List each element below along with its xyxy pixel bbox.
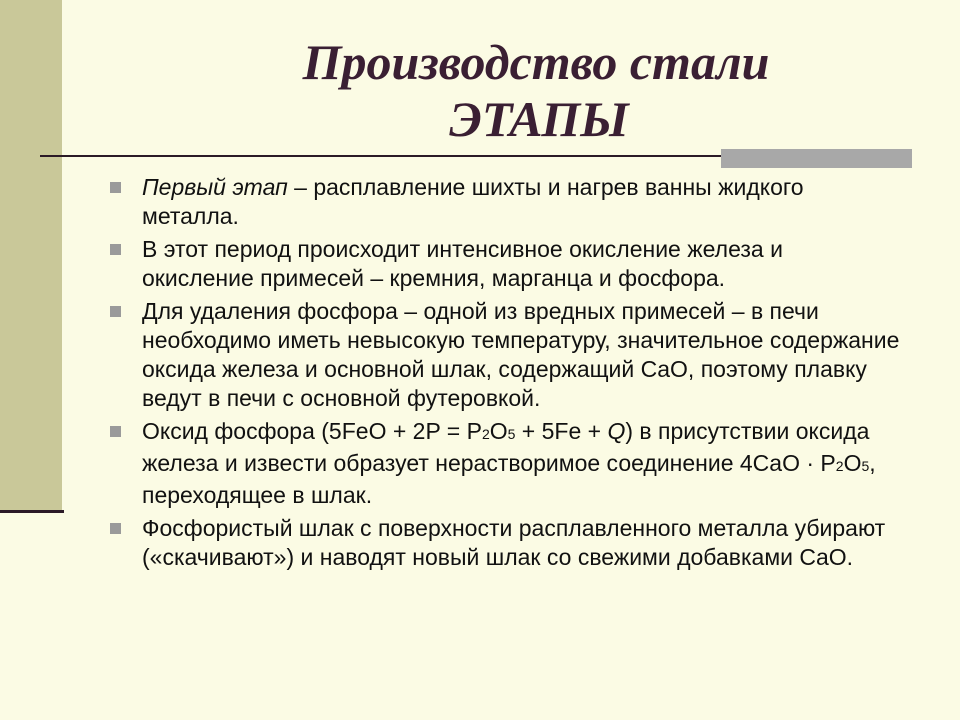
bullet-text: O: [489, 418, 508, 444]
bullet-text: + 5Fe +: [515, 418, 608, 444]
bullet-square-icon: [110, 523, 121, 534]
left-band-rule: [0, 510, 64, 513]
bullet-text: Фосфористый шлак с поверхности расплавленного металла убирают («скачивают») и наводят новый шлак со свежими добавками CaO.: [142, 515, 886, 570]
bullet-square-icon: [110, 426, 121, 437]
bullet-text: Первый этап: [142, 174, 288, 200]
bullet-item: [110, 235, 900, 293]
slide-title-main: Производство стали: [302, 34, 770, 90]
subscript-digit: 5: [861, 458, 870, 474]
subscript-digit: 5: [507, 426, 516, 442]
bullet-square-icon: [110, 182, 121, 193]
bullet-item: [110, 417, 900, 510]
bullet-text: Q: [607, 418, 626, 444]
bullet-list: [110, 173, 900, 576]
slide-title: [62, 34, 960, 148]
subscript-digit: 2: [481, 426, 490, 442]
slide-title-sub: ЭТАПЫ: [449, 91, 629, 147]
subscript-digit: 2: [835, 458, 844, 474]
bullet-square-icon: [110, 244, 121, 255]
bullet-square-icon: [110, 306, 121, 317]
bullet-text: Оксид фосфора (5FeO + 2P = P: [142, 418, 482, 444]
bullet-text: Для удаления фосфора – одной из вредных примесей – в печи необходимо иметь невысокую температуру, значительное содержание оксида железа и основной шлак, содержащий CaO, поэтому плавку ведут в печи с основной футеровкой.: [142, 298, 900, 411]
bullet-item: [110, 297, 900, 413]
left-decorative-band: [0, 0, 62, 512]
bullet-text: , переходящее в шлак.: [142, 450, 876, 508]
accent-bar: [721, 149, 912, 168]
bullet-text: ) в присутствии оксида железа и извести образует нерастворимое соединение 4CaO · P: [142, 418, 870, 476]
bullet-text: O: [843, 450, 862, 476]
bullet-text: В этот период происходит интенсивное окисление железа и окисление примесей – кремния, марганца и фосфора.: [142, 236, 783, 291]
bullet-item: [110, 514, 900, 572]
bullet-item: [110, 173, 900, 231]
bullet-text: – расплавление шихты и нагрев ванны жидкого металла.: [142, 174, 804, 229]
